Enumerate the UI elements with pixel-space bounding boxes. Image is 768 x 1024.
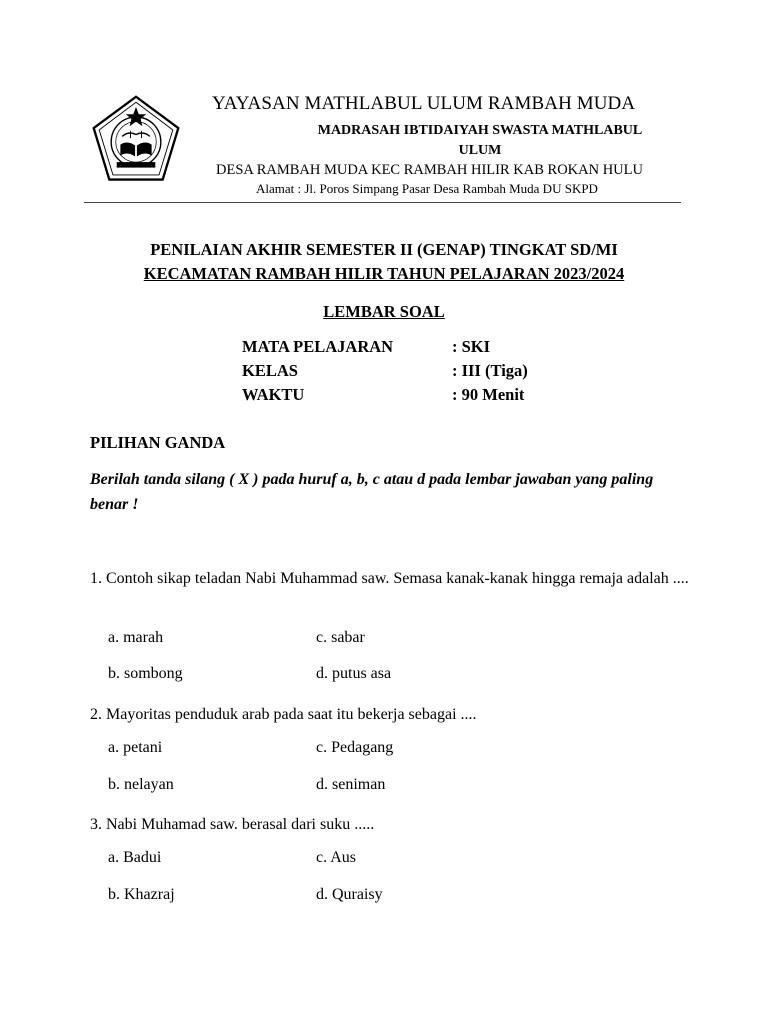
q2-option-c: c. Pedagang	[316, 739, 394, 756]
time-value: : 90 Menit	[452, 385, 525, 404]
exam-title: PENILAIAN AKHIR SEMESTER II (GENAP) TINGKAT SD/MI	[150, 240, 618, 259]
foundation-name: YAYASAN MATHLABUL ULUM RAMBAH MUDA	[212, 93, 636, 114]
q3-option-a: a. Badui	[108, 849, 162, 866]
class-value: : III (Tiga)	[452, 361, 528, 380]
madrasah-name: MADRASAH IBTIDAIYAH SWASTA MATHLABUL ULUM	[317, 123, 643, 158]
question-2: 2. Mayoritas penduduk arab pada saat itu bekerja sebagai ....	[90, 706, 477, 723]
q1-option-a: a. marah	[108, 629, 164, 646]
q2-option-a: a. petani	[108, 739, 163, 756]
madrasah-emblem-icon	[90, 94, 182, 186]
q1-option-c: c. sabar	[316, 629, 365, 646]
subject-label: MATA PELAJARAN	[242, 337, 394, 356]
q1-option-d: d. putus asa	[316, 665, 392, 682]
instruction-text: Berilah tanda silang ( X ) pada huruf a, b, c atau d pada lembar jawaban yang paling benar !	[90, 471, 654, 513]
class-label: KELAS	[242, 361, 298, 380]
q2-option-d: d. seniman	[316, 776, 386, 793]
q3-option-d: d. Quraisy	[316, 886, 383, 903]
question-1: 1. Contoh sikap teladan Nabi Muhammad saw. Semasa kanak-kanak hingga remaja adalah ....	[90, 570, 689, 587]
header-divider	[84, 202, 681, 203]
q2-option-b: b. nelayan	[108, 776, 174, 793]
subject-value: : SKI	[452, 337, 491, 356]
question-3: 3. Nabi Muhamad saw. berasal dari suku .....	[90, 816, 375, 833]
q1-option-b: b. sombong	[108, 665, 183, 682]
address-line-1: DESA RAMBAH MUDA KEC RAMBAH HILIR KAB ROKAN HULU	[216, 162, 643, 178]
section-title: PILIHAN GANDA	[90, 433, 226, 452]
address-line-2: Alamat : Jl. Poros Simpang Pasar Desa Rambah Muda DU SKPD	[256, 181, 598, 196]
exam-subtitle: KECAMATAN RAMBAH HILIR TAHUN PELAJARAN 2023/2024	[143, 264, 625, 283]
time-label: WAKTU	[242, 385, 305, 404]
q3-option-c: c. Aus	[316, 849, 356, 866]
sheet-title: LEMBAR SOAL	[323, 302, 445, 321]
q3-option-b: b. Khazraj	[108, 886, 175, 903]
